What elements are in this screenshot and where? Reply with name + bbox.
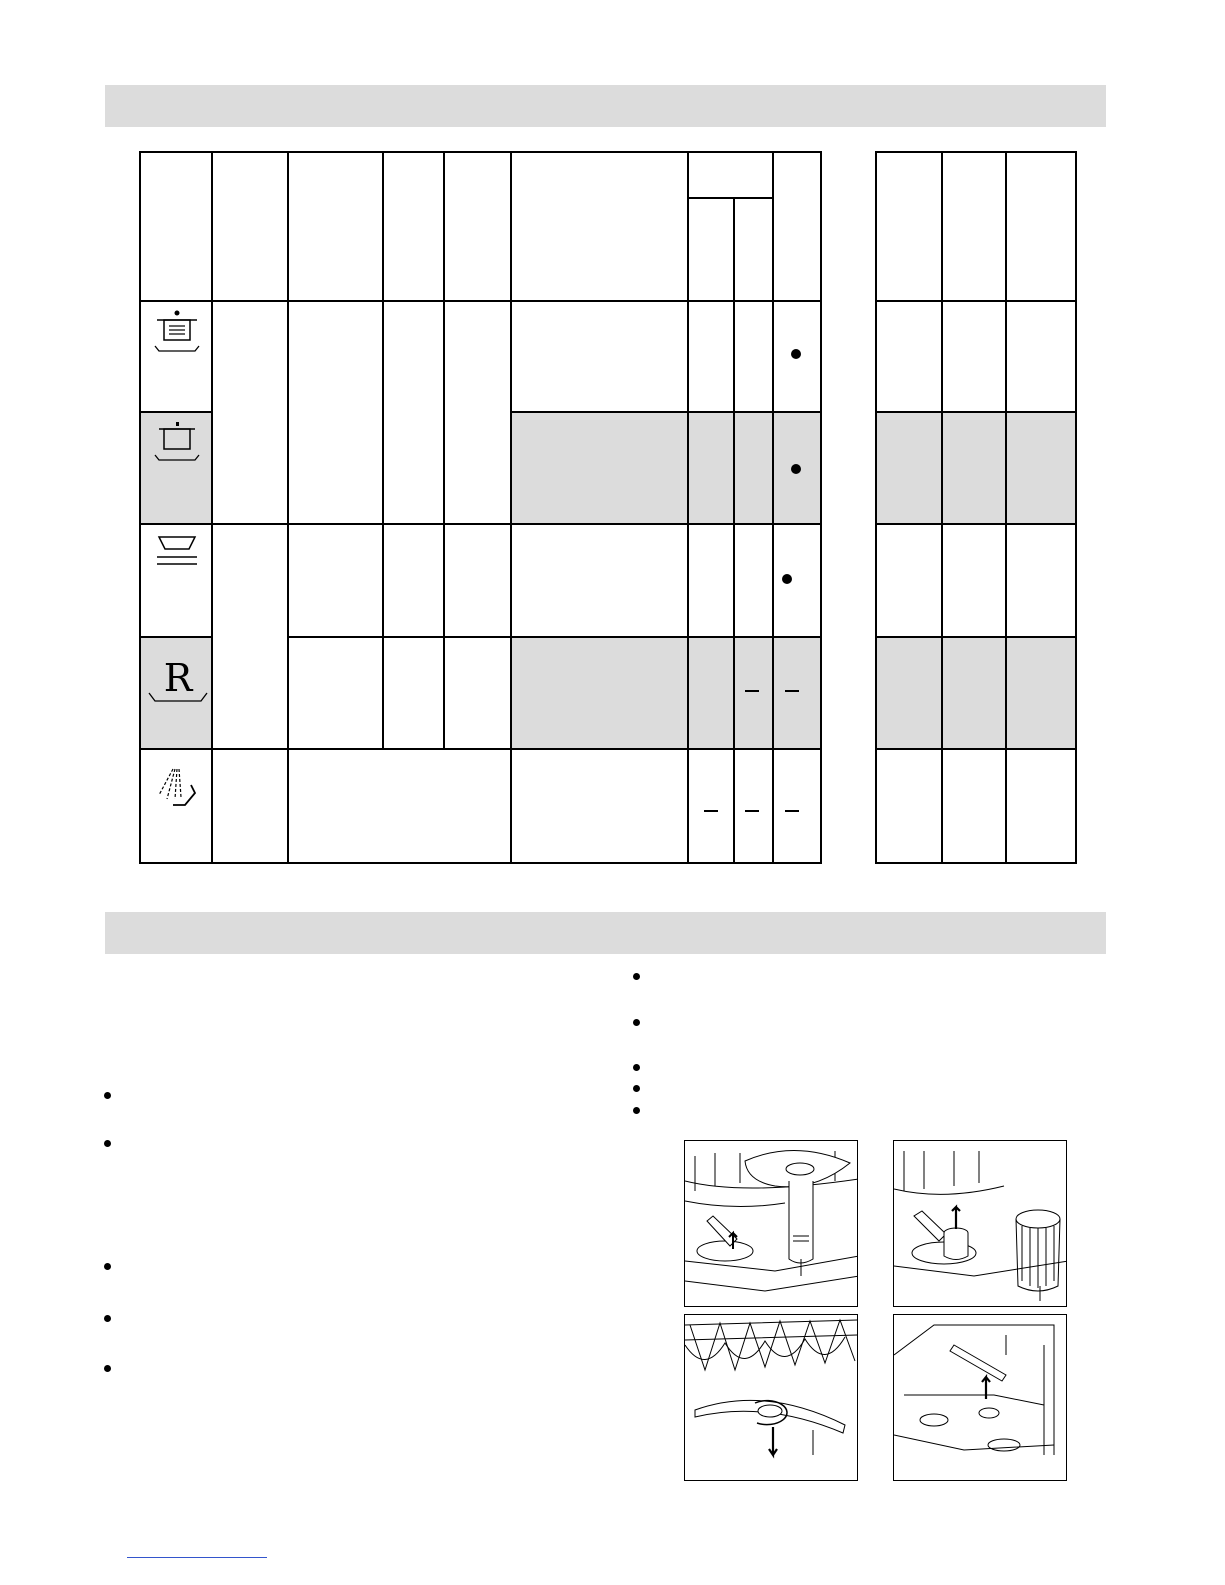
side-table (875, 151, 1077, 864)
filter-removal-figure (684, 1140, 858, 1307)
row5-dash-a (704, 810, 718, 812)
row4-dash-b (785, 690, 799, 692)
pot-icon (151, 419, 203, 471)
spray-icon (151, 765, 203, 817)
left-bullet-3 (104, 1263, 111, 1270)
row5-dash-c (785, 810, 799, 812)
left-bullet-2 (104, 1140, 111, 1147)
row4-dash-a (745, 690, 759, 692)
left-bullet-5 (104, 1365, 111, 1372)
lower-spray-arm-figure (684, 1314, 858, 1481)
row2-dot (791, 464, 801, 474)
section-header-band-programs (105, 85, 1106, 127)
bowl-icon (151, 531, 203, 583)
right-bullet-4 (633, 1085, 640, 1092)
left-bullet-4 (104, 1315, 111, 1322)
right-bullet-1 (633, 973, 640, 980)
row5-dash-b (745, 810, 759, 812)
row3-dot (782, 574, 792, 584)
right-bullet-2 (633, 1019, 640, 1026)
filter-cup-figure (893, 1140, 1067, 1307)
footer-link-underline (127, 1557, 267, 1558)
pot-with-lid-icon (151, 308, 203, 360)
upper-spray-arm-figure (893, 1314, 1067, 1481)
svg-text:R: R (163, 656, 193, 700)
side-shade-row-2 (877, 411, 1075, 523)
row1-dot (791, 349, 801, 359)
side-shade-row-4 (877, 636, 1075, 748)
left-bullet-1 (104, 1092, 111, 1099)
right-bullet-5 (633, 1107, 640, 1114)
program-table (139, 151, 822, 864)
rinse-r-icon (145, 651, 211, 711)
right-bullet-3 (633, 1064, 640, 1071)
section-header-band-maintenance (105, 912, 1106, 954)
